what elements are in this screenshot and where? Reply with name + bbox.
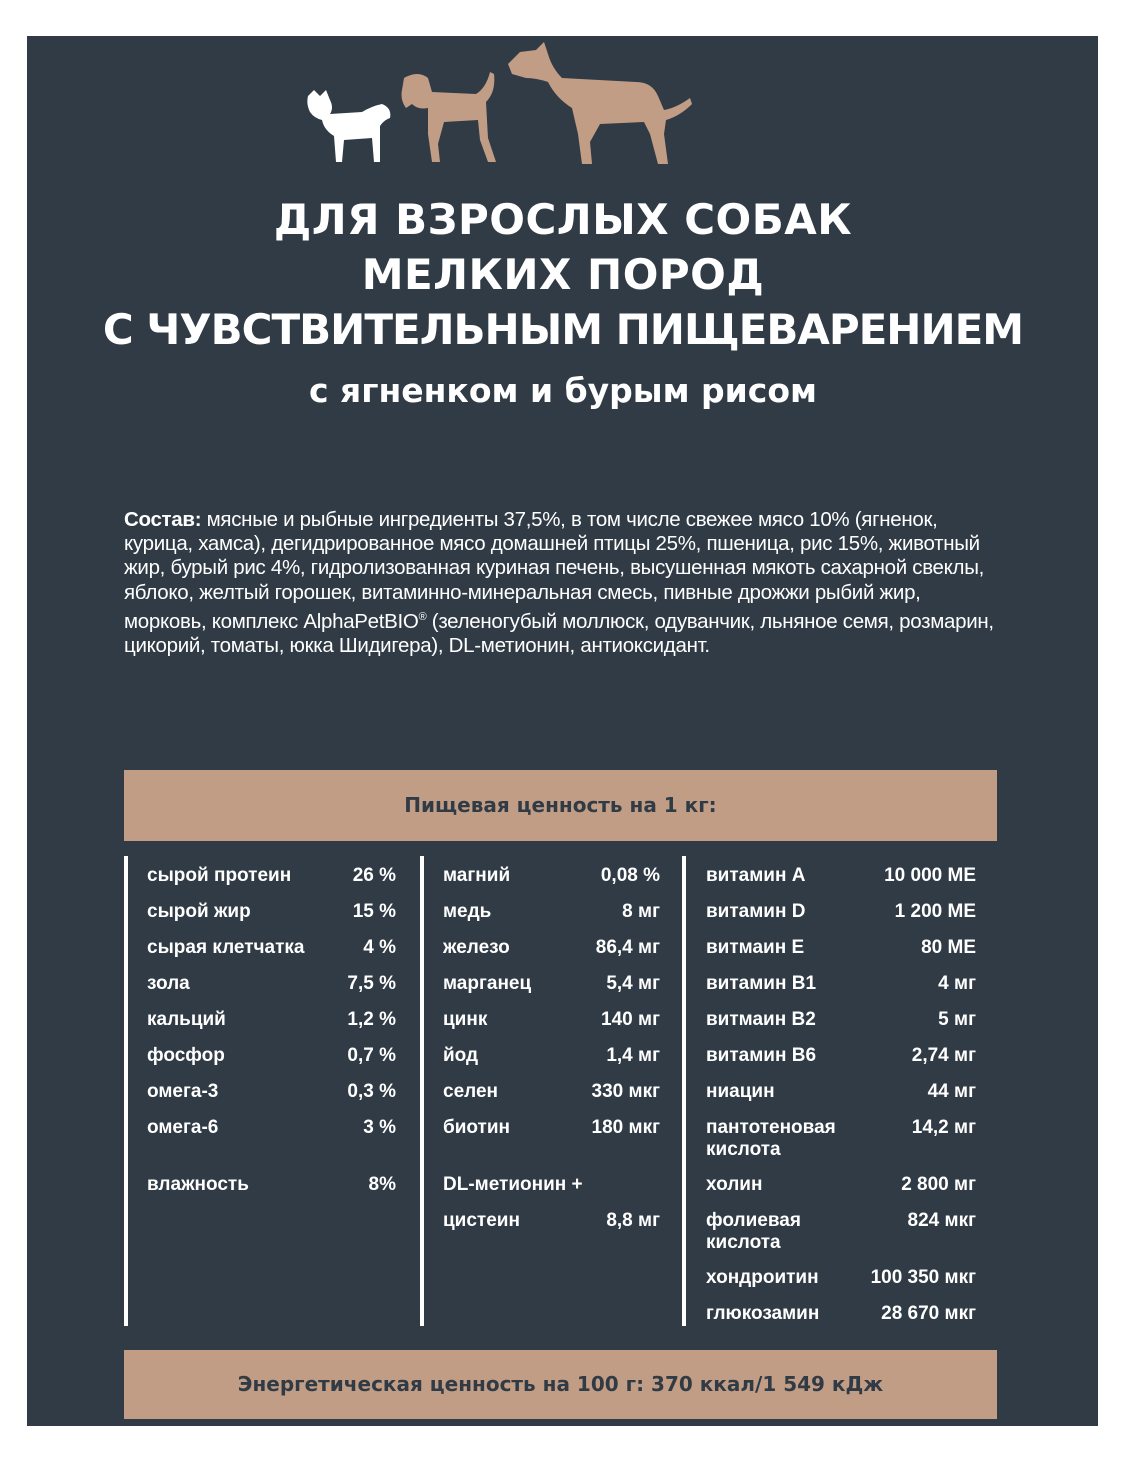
nutrition-column-3 — [682, 856, 986, 1326]
energy-value: Энергетическая ценность на 100 г: 370 ккал/1 549 кДж — [124, 1350, 997, 1419]
row-value: 44 мг — [927, 1081, 976, 1102]
row-label: кислота — [706, 1232, 781, 1253]
title-line-1: ДЛЯ ВЗРОСЛЫХ СОБАК — [273, 195, 853, 244]
composition-text — [124, 508, 1004, 658]
row-value: 4 мг — [938, 973, 976, 994]
row-value: 4 % — [363, 937, 396, 958]
row-label: витамин D — [706, 901, 806, 922]
row-label: витамин А — [706, 865, 806, 886]
row-value: 330 мкг — [591, 1081, 660, 1102]
subtitle: с ягненком и бурым рисом — [308, 371, 818, 410]
nutrition-column-1 — [124, 856, 400, 1326]
row-label: марганец — [443, 973, 532, 994]
row-label: сырой жир — [147, 901, 251, 922]
row-label: ниацин — [706, 1081, 775, 1102]
row-value: 14,2 мг — [911, 1117, 976, 1138]
row-label: цинк — [443, 1009, 488, 1030]
row-label: кислота — [706, 1139, 781, 1160]
row-value: 140 мг — [601, 1009, 660, 1030]
row-value: 0,08 % — [600, 865, 660, 886]
title-line-2: МЕЛКИХ ПОРОД — [361, 250, 765, 299]
row-value: 824 мкг — [907, 1210, 976, 1231]
row-value: 86,4 мг — [595, 937, 660, 958]
row-label: медь — [443, 901, 492, 922]
row-label: биотин — [443, 1117, 511, 1138]
row-label: сырая клетчатка — [147, 937, 305, 958]
row-value: 1,4 мг — [606, 1045, 660, 1066]
row-value: 0,7 % — [347, 1045, 396, 1066]
row-label: витамин В6 — [706, 1045, 817, 1066]
registered-mark: ® — [418, 610, 427, 623]
row-value: 2 800 мг — [901, 1174, 976, 1195]
row-label: пантотеновая — [706, 1117, 836, 1138]
nutrition-header: Пищевая ценность на 1 кг: — [124, 770, 997, 841]
row-label: витмаин В2 — [706, 1009, 816, 1030]
row-label: фосфор — [147, 1045, 225, 1066]
row-value: 5 мг — [938, 1009, 976, 1030]
row-label: влажность — [147, 1174, 249, 1195]
row-label: цистеин — [443, 1210, 520, 1231]
row-label: глюкозамин — [706, 1303, 820, 1324]
row-label: зола — [147, 973, 190, 994]
row-value: 3 % — [363, 1117, 396, 1138]
row-label: DL-метионин + — [443, 1174, 583, 1195]
row-value: 1 200 МЕ — [894, 901, 976, 922]
small-dog-icon — [307, 90, 390, 162]
row-value: 8% — [368, 1174, 396, 1195]
row-value: 2,74 мг — [911, 1045, 976, 1066]
row-value: 7,5 % — [347, 973, 396, 994]
large-dog-icon — [508, 42, 692, 164]
nutrition-column-2 — [420, 856, 664, 1326]
medium-dog-icon — [402, 72, 497, 162]
row-value: 180 мкг — [591, 1117, 660, 1138]
composition-body-end: (зеленогубый моллюск, одуванчик, льняное семя, розмарин, цикорий, томаты, юкка Шидигера), DL-метионин, антиоксидант. — [124, 609, 994, 657]
row-label: витмаин Е — [706, 937, 805, 958]
dog-silhouettes — [300, 38, 720, 170]
row-value: 0,3 % — [347, 1081, 396, 1102]
row-label: хондроитин — [706, 1267, 819, 1288]
row-label: сырой протеин — [147, 865, 292, 886]
row-label: фолиевая — [706, 1210, 801, 1231]
composition-body: мясные и рыбные ингредиенты 37,5%, в том числе свежее мясо 10% (ягненок, курица, хамса), дегидрированное мясо домашней птицы 25%, пшеница, рис 15%, животный жир, бурый рис 4%, гидролизованная куриная печень, высушенная мякоть сахарной свеклы, яблоко, желтый горошек, витаминно-минеральная смесь, пивные дрожжи рыбий жир, морковь, комплекс AlphaPetBIO — [124, 508, 985, 633]
row-value: 10 000 МЕ — [884, 865, 976, 886]
row-label: омега-6 — [147, 1117, 219, 1138]
row-label: омега-3 — [147, 1081, 219, 1102]
row-label: селен — [443, 1081, 498, 1102]
row-value: 28 670 мкг — [881, 1303, 976, 1324]
row-value: 15 % — [352, 901, 396, 922]
title-line-3: С ЧУВСТВИТЕЛЬНЫМ ПИЩЕВАРЕНИЕМ — [102, 305, 1024, 354]
row-label: йод — [443, 1045, 479, 1066]
row-label: витамин В1 — [706, 973, 817, 994]
row-value: 80 МЕ — [921, 937, 976, 958]
row-value: 5,4 мг — [606, 973, 660, 994]
row-value: 8 мг — [622, 901, 660, 922]
composition-label: Состав: — [124, 508, 202, 531]
row-value: 8,8 мг — [606, 1210, 660, 1231]
row-label: кальций — [147, 1009, 226, 1030]
row-value: 1,2 % — [347, 1009, 396, 1030]
row-value: 100 350 мкг — [870, 1267, 976, 1288]
row-value: 26 % — [352, 865, 396, 886]
row-label: магний — [443, 865, 511, 886]
row-label: холин — [706, 1174, 763, 1195]
row-label: железо — [443, 937, 510, 958]
